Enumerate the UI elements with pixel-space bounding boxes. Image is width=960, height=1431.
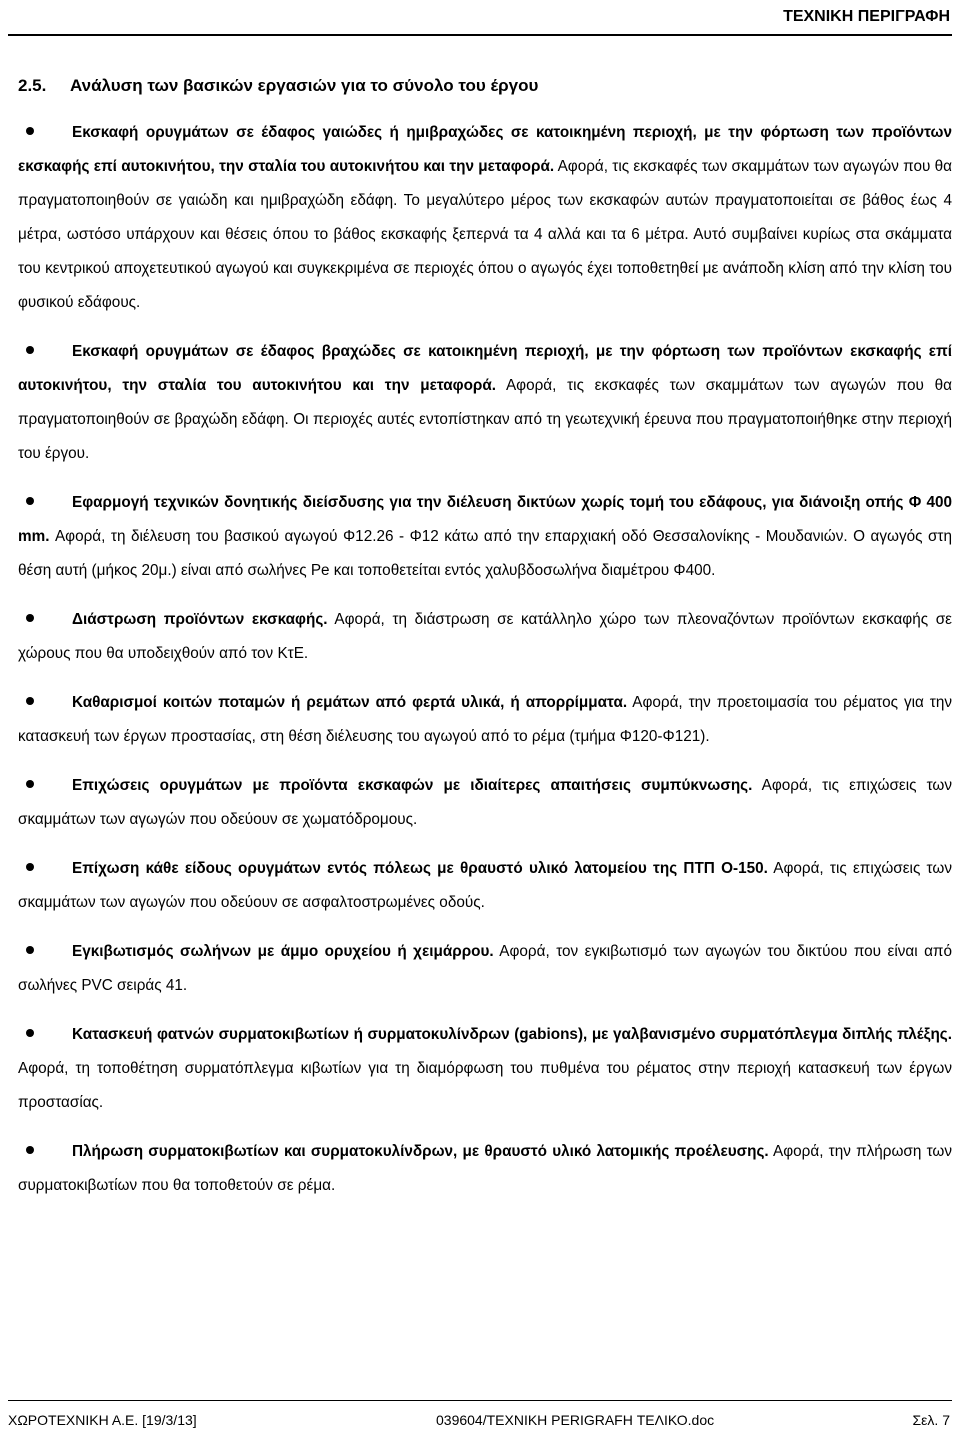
item-bold-text: Επίχωση κάθε είδους ορυγμάτων εντός πόλεως με θραυστό υλικό λατομείου της ΠΤΠ Ο-150. [72,860,768,877]
item-text: Αφορά, τη διάστρωση σε κατάλληλο χώρο των πλεοναζόντων προϊόντων εκσκαφής σε χώρους που θα υποδειχθούν από τον ΚτΕ. [18,611,952,662]
list-item [18,1018,952,1120]
section-number: 2.5. [18,76,47,95]
list-item [18,686,952,754]
footer-rule [8,1400,952,1401]
bullet-icon [26,1029,34,1037]
list-item [18,852,952,920]
list-item [18,116,952,320]
item-bold-text: Εκσκαφή ορυγμάτων σε έδαφος βραχώδες σε κατοικημένη περιοχή, με την φόρτωση των προϊόντων εκσκαφής επί αυτοκινήτου, την σταλία του αυτοκινήτου και την μεταφορά. [18,343,952,394]
bullet-icon [26,346,34,354]
page-footer [0,1400,960,1431]
bullet-icon [26,780,34,788]
footer-page-number: Σελ. 7 [912,1412,950,1428]
item-bold-text: Καθαρισμοί κοιτών ποταμών ή ρεμάτων από φερτά υλικά, ή απορρίμματα. [72,694,628,711]
item-bold-text: Διάστρωση προϊόντων εκσκαφής. [72,611,328,628]
item-bold-text: Κατασκευή φατνών συρματοκιβωτίων ή συρματοκυλίνδρων (gabions), με γαλβανισμένο συρματόπλεγμα διπλής πλέξης. [72,1026,952,1043]
item-text: Αφορά, τις εκσκαφές των σκαμμάτων των αγωγών που θα πραγματοποιηθούν σε γαιώδη και ημιβραχώδη εδάφη. Το μεγαλύτερο μέρος των εκσκαφών αυτών πραγματοποιείται σε βάθος έως 4 μέτρα, ωστόσο υπάρχουν και θέσεις όπου το βάθος εκσκαφής ξεπερνά τα 4 αλλά και τα 6 μέτρα. Αυτό συμβαίνει κυρίως στα σκάμματα του κεντρικού αποχετευτικού αγωγού και συγκεκριμένα σε περιοχές όπου ο αγωγός έχει τοποθετηθεί με ανάποδη κλίση από την κλίση του φυσικού εδάφους. [18,158,952,311]
section-heading [18,76,538,96]
item-bold-text: Εφαρμογή τεχνικών δονητικής διείσδυσης για την διέλευση δικτύων χωρίς τομή του εδάφους, για διάνοιξη οπής Φ 400 mm. [18,494,952,545]
item-bold-text: Εκσκαφή ορυγμάτων σε έδαφος γαιώδες ή ημιβραχώδες σε κατοικημένη περιοχή, με την φόρτωση των προϊόντων εκσκαφής επί αυτοκινήτου, την σταλία του αυτοκινήτου και την μεταφορά. [18,124,952,175]
item-text: Αφορά, τις εκσκαφές των σκαμμάτων των αγωγών που θα πραγματοποιηθούν σε βραχώδη εδάφη. Οι περιοχές αυτές εντοπίστηκαν από τη γεωτεχνική έρευνα που πραγματοποιήθηκε στην περιοχή του έργου. [18,377,952,462]
bullet-icon [26,697,34,705]
item-bold-text: Εγκιβωτισμός σωλήνων με άμμο ορυχείου ή χειμάρρου. [72,943,494,960]
bullet-icon [26,497,34,505]
item-text: Αφορά, τη τοποθέτηση συρματόπλεγμα κιβωτίων για τη διαμόρφωση του πυθμένα του ρέματος στην περιοχή κατασκευή των έργων προστασίας. [18,1060,952,1111]
task-list [18,116,952,1203]
bullet-icon [26,863,34,871]
footer-filename: 039604/ΤΕΧΝΙΚΗ PERIGRAFH ΤΕΛΙΚΟ.doc [436,1412,715,1428]
list-item [18,1135,952,1203]
list-item [18,769,952,837]
page-header [0,0,960,37]
footer-company: ΧΩΡΟΤΕΧΝΙΚΗ Α.Ε. [19/3/13] [8,1412,197,1428]
bullet-icon [26,127,34,135]
item-text: Αφορά, την πλήρωση των συρματοκιβωτίων που θα τοποθετούν σε ρέμα. [18,1143,952,1194]
list-item [18,335,952,471]
item-bold-text: Πλήρωση συρματοκιβωτίων και συρματοκυλίνδρων, με θραυστό υλικό λατομικής προέλευσης. [72,1143,769,1160]
bullet-icon [26,946,34,954]
header-title: ΤΕΧΝΙΚΗ ΠΕΡΙΓΡΑΦΗ [783,8,950,25]
bullet-icon [26,1146,34,1154]
item-bold-text: Επιχώσεις ορυγμάτων με προϊόντα εκσκαφών με ιδιαίτερες απαιτήσεις συμπύκνωσης. [72,777,753,794]
header-rule [8,34,952,36]
item-text: Αφορά, τις επιχώσεις των σκαμμάτων των αγωγών που οδεύουν σε χωματόδρομους. [18,777,952,828]
item-text: Αφορά, την προετοιμασία του ρέματος για την κατασκευή των έργων προστασίας, στη θέση διέλευσης του αγωγού από το ρέμα (τμήμα Φ120-Φ121). [18,694,953,745]
section-title: Ανάλυση των βασικών εργασιών για το σύνολο του έργου [70,76,539,95]
list-item [18,603,952,671]
item-text: Αφορά, τη διέλευση του βασικού αγωγού Φ12.26 - Φ12 κάτω από την επαρχιακή οδό Θεσσαλονίκης - Μουδανιών. Ο αγωγός στη θέση αυτή (μήκος 20μ.) είναι από σωλήνες Pe και τοποθετείται εντός χαλυβδοσωλήνα διαμέτρου Φ400. [18,528,952,579]
item-text: Αφορά, τον εγκιβωτισμό των αγωγών του δικτύου που είναι από σωλήνες PVC σειράς 41. [18,943,952,994]
list-item [18,486,952,588]
bullet-icon [26,614,34,622]
item-text: Αφορά, τις επιχώσεις των σκαμμάτων των αγωγών που οδεύουν σε ασφαλτοστρωμένες οδούς. [18,860,952,911]
list-item [18,935,952,1003]
